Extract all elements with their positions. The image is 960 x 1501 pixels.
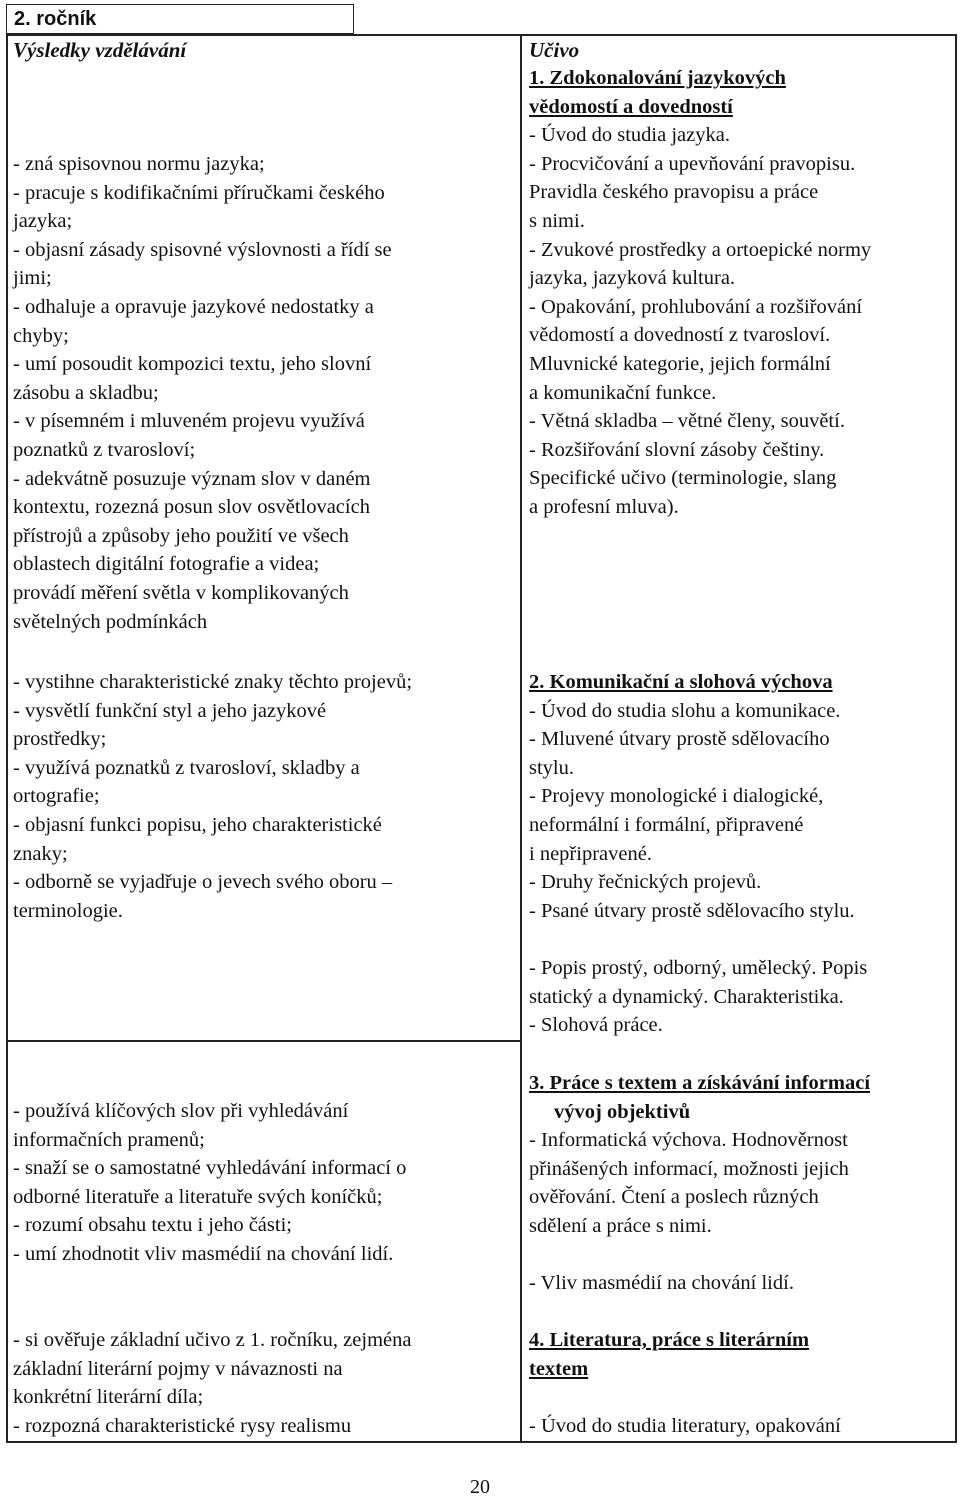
curriculum-line: - Rozšiřování slovní zásoby češtiny. (529, 438, 825, 461)
curriculum-line: s nimi. (529, 209, 585, 232)
curriculum-line: sdělení a práce s nimi. (529, 1214, 712, 1237)
outcome-line: poznatků z tvarosloví; (13, 438, 196, 461)
curriculum-line: - Úvod do studia slohu a komunikace. (529, 699, 841, 722)
outcome-line: - snaží se o samostatné vyhledávání informací o (13, 1157, 407, 1180)
outcome-line: - pracuje s kodifikačními příručkami českého (13, 181, 385, 204)
section-3-curriculum (529, 1069, 954, 1298)
outcome-line: - využívá poznatků z tvarosloví, skladby a (13, 756, 360, 779)
section-1-curriculum (529, 64, 954, 522)
spacer (529, 925, 954, 954)
curriculum-line: - Zvukové prostředky a ortoepické normy (529, 238, 872, 261)
section-heading: textem (529, 1357, 589, 1380)
curriculum-line: jazyka, jazyková kultura. (529, 267, 736, 290)
section-heading: 1. Zdokonalování jazykových (529, 67, 786, 89)
outcome-line: - umí zhodnotit vliv masmédií na chování lidí. (13, 1242, 394, 1265)
outcome-line: základní literární pojmy v návaznosti na (13, 1357, 343, 1380)
curriculum-line: - Psané útvary prostě sdělovacího stylu. (529, 899, 855, 922)
year-label: 2. ročník (6, 4, 354, 34)
outcome-line: jazyka; (13, 210, 73, 233)
curriculum-line: stylu. (529, 756, 574, 779)
section-4-curriculum (529, 1326, 954, 1440)
curriculum-line: - Slohová práce. (529, 1014, 663, 1037)
outcome-line: terminologie. (13, 899, 123, 922)
curriculum-line: - Procvičování a upevňování pravopisu. (529, 152, 856, 175)
outcome-line: ortografie; (13, 785, 100, 808)
curriculum-line: - Projevy monologické i dialogické, (529, 785, 824, 808)
table-column-divider (520, 34, 522, 1442)
curriculum-line: - Informatická výchova. Hodnověrnost (529, 1129, 848, 1152)
curriculum-line: a komunikační funkce. (529, 381, 717, 404)
curriculum-line: a profesní mluva). (529, 495, 679, 518)
column-header-outcomes: Výsledky vzdělávání (13, 38, 187, 62)
curriculum-line: Specifické učivo (terminologie, slang (529, 467, 837, 490)
curriculum-line: - Větná skladba – větné členy, souvětí. (529, 410, 845, 433)
outcome-line: oblastech digitální fotografie a videa; (13, 553, 320, 576)
curriculum-line: - Úvod do studia literatury, opakování (529, 1414, 841, 1437)
outcome-line: - vystihne charakteristické znaky těchto projevů; (13, 671, 413, 693)
outcome-line: informačních pramenů; (13, 1128, 205, 1151)
curriculum-line: přinášených informací, možnosti jejich (529, 1157, 849, 1180)
outcome-line: světelných podmínkách (13, 610, 208, 633)
outcome-line: - odborně se vyjadřuje o jevech svého oboru – (13, 871, 393, 894)
table-bottom-border (6, 1441, 957, 1443)
section-3-outcomes (13, 1097, 503, 1269)
section-2-curriculum (529, 668, 954, 1040)
outcome-line: - rozumí obsahu textu i jeho části; (13, 1214, 292, 1237)
outcome-line: prostředky; (13, 728, 107, 751)
outcome-line: - používá klíčových slov při vyhledávání (13, 1100, 349, 1122)
page-number: 20 (470, 1476, 490, 1498)
curriculum-line: vědomostí a dovedností z tvarosloví. (529, 324, 831, 347)
outcome-line: znaky; (13, 842, 68, 865)
spacer (529, 1241, 954, 1270)
outcome-line: - si ověřuje základní učivo z 1. ročníku, zejména (13, 1329, 412, 1351)
section-4-outcomes (13, 1326, 503, 1440)
curriculum-line: ověřování. Čtení a poslech různých (529, 1186, 819, 1209)
curriculum-line: - Druhy řečnických projevů. (529, 871, 762, 894)
curriculum-line: - Mluvené útvary prostě sdělovacího (529, 728, 830, 751)
section-2-outcomes (13, 668, 503, 925)
section-1-outcomes (13, 150, 503, 636)
outcome-line: odborné literatuře a literatuře svých koníčků; (13, 1185, 383, 1208)
outcome-line: - adekvátně posuzuje význam slov v daném (13, 467, 371, 490)
outcome-line: provádí měření světla v komplikovaných (13, 581, 349, 604)
section-heading: 3. Práce s textem a získávání informací (529, 1072, 871, 1094)
curriculum-line: neformální i formální, připravené (529, 813, 804, 836)
table-right-border (955, 34, 957, 1442)
outcome-line: konkrétní literární díla; (13, 1386, 204, 1409)
outcome-line: - zná spisovnou normu jazyka; (13, 153, 265, 175)
section-heading: vědomostí a dovedností (529, 95, 733, 118)
curriculum-line: - Popis prostý, odborný, umělecký. Popis (529, 956, 868, 979)
section-heading-sub: vývoj objektivů (554, 1100, 691, 1123)
outcome-line: - v písemném i mluveném projevu využívá (13, 410, 365, 433)
curriculum-line: - Opakování, prohlubování a rozšiřování (529, 295, 863, 318)
section-heading: 4. Literatura, práce s literárním (529, 1329, 810, 1351)
left-row-divider (6, 1040, 521, 1042)
outcome-line: kontextu, rozezná posun slov osvětlovacích (13, 496, 370, 519)
outcome-line: - odhaluje a opravuje jazykové nedostatky a (13, 295, 374, 318)
curriculum-line: Pravidla českého pravopisu a práce (529, 181, 819, 204)
spacer (529, 1383, 954, 1412)
outcome-line: - umí posoudit kompozici textu, jeho slovní (13, 353, 372, 376)
outcome-line: zásobu a skladbu; (13, 381, 159, 404)
table-left-border (6, 34, 8, 1442)
curriculum-line: i nepřipravené. (529, 842, 652, 865)
curriculum-line: statický a dynamický. Charakteristika. (529, 985, 844, 1008)
curriculum-line: - Vliv masmédií na chování lidí. (529, 1272, 794, 1295)
outcome-line: přístrojů a způsoby jeho použití ve všech (13, 524, 349, 547)
section-heading: 2. Komunikační a slohová výchova (529, 671, 833, 693)
outcome-line: - vysvětlí funkční styl a jeho jazykové (13, 699, 327, 722)
curriculum-line: - Úvod do studia jazyka. (529, 124, 730, 147)
curriculum-line: Mluvnické kategorie, jejich formální (529, 352, 831, 375)
outcome-line: - rozpozná charakteristické rysy realismu (13, 1414, 352, 1437)
outcome-line: - objasní funkci popisu, jeho charakteristické (13, 813, 382, 836)
outcome-line: chyby; (13, 324, 69, 347)
column-header-curriculum: Učivo (529, 38, 580, 62)
outcome-line: jimi; (13, 267, 52, 290)
outcome-line: - objasní zásady spisovné výslovnosti a řídí se (13, 238, 392, 261)
